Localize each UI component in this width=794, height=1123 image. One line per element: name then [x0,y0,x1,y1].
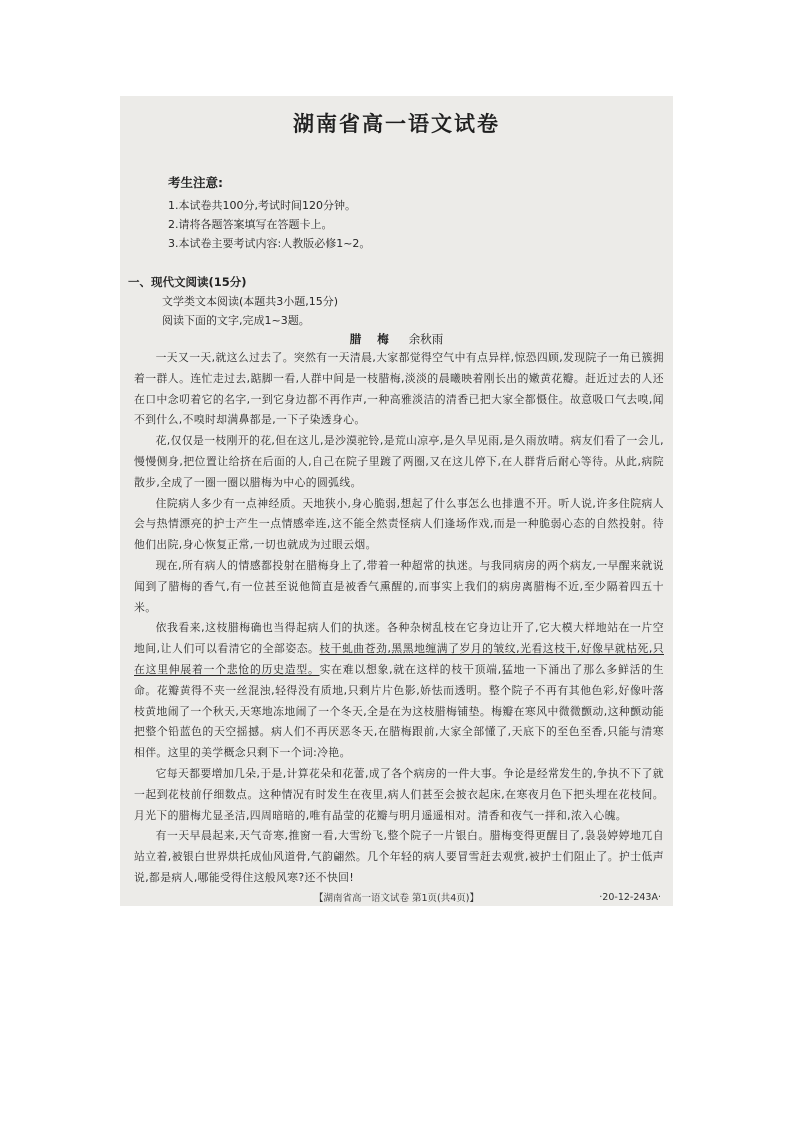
section-heading: 一、现代文阅读(15分) [128,275,247,289]
paragraph-3: 住院病人多少有一点神经质。天地狭小,身心脆弱,想起了什么事怎么也排遣不开。听人说,许多住院病人会与热情漂亮的护士产生一点情感牵连,这不能全然责怪病人们逢场作戏,而是一种脆弱心态的自然投射。待他们出院,身心恢复正常,一切也就成为过眼云烟。 [134,496,664,552]
paragraph-5-part-b: 实在难以想象,就在这样的枝干顶端,猛地一下涌出了那么多鲜活的生命。花瓣黄得不夹一丝混浊,轻得没有质地,只剩片片色影,娇怯而透明。整个院子不再有其他色彩,好像叶落枝黄地闹了一个秋天,天寒地冻地闹了一个冬天,全是在为这枝腊梅铺垫。梅瓣在寒风中微微颤动,这种颤动能把整个铅蓝色的天空摇撼。病人们不再厌恶冬天,在腊梅跟前,大家全部懂了,天底下的至色至香,只能与清寒相伴。这里的美学概念只剩下一个词:冷艳。 [134,662,664,760]
footer-code: ·20-12-243A· [599,892,661,903]
paragraph-2: 花,仅仅是一枝刚开的花,但在这儿,是沙漠驼铃,是荒山凉亭,是久旱见雨,是久雨放晴。病友们看了一会儿,慢慢侧身,把位置让给挤在后面的人,自己在院子里踱了两圈,又在这儿停下,在人群背后耐心等待。从此,病院散步,全成了一圈一圈以腊梅为中心的圆弧线。 [134,434,664,489]
section-subheading: 文学类文本阅读(本题共3小题,15分) [162,295,339,308]
exam-title: 湖南省高一语文试卷 [293,112,500,136]
essay-title: 腊 梅 [349,332,395,346]
photographed-exam-sheet [120,96,673,906]
notice-item-3: 3.本试卷主要考试内容:人教版必修1~2。 [168,237,371,250]
paragraph-5-part-a: 依我看来,这枝腊梅确也当得起病人们的执迷。各种杂树乱枝在它身边让开了,它大模大样地站在一片空地间,让人们可以看清它的全部姿态。 [134,621,664,656]
underlined-sentence: 枝干虬曲苍劲,黑黑地缠满了岁月的皱纹,光看这枝干,好像早就枯死,只在这里伸展着一个悲怆的历史造型。 [134,642,664,676]
essay-author: 余秋雨 [408,332,444,346]
paragraph-4: 现在,所有病人的情感都投射在腊梅身上了,带着一种超常的执迷。与我同病房的两个病友,一早醒来就说闻到了腊梅的香气,有一位甚至说他简直是被香气熏醒的,而事实上我们的病房离腊梅不近,至少隔着四五十米。 [134,558,664,614]
paragraph-1: 一天又一天,就这么过去了。突然有一天清晨,大家都觉得空气中有点异样,惊恐四顾,发现院子一角已簇拥着一群人。连忙走过去,踮脚一看,人群中间是一枝腊梅,淡淡的晨曦映着刚长出的嫩黄花瓣。赶近过去的人还在口中念叨着它的名字,一到它身边都不再作声,一种高雅淡洁的清香已把大家全都慑住。故意吸口气去嗅,闻不到什么,不嗅时却满鼻都是,一下子染透身心。 [134,351,664,427]
essay-title-line [120,331,673,347]
notice-heading: 考生注意: [168,175,223,190]
essay-body [134,348,664,889]
section-instruction: 阅读下面的文字,完成1~3题。 [162,314,310,327]
paragraph-6: 它每天都要增加几朵,于是,计算花朵和花蕾,成了各个病房的一件大事。争论是经常发生的,争执不下了就一起到花枝前仔细数点。这种情况有时发生在夜里,病人们甚至会披衣起床,在寒夜月色下把头埋在花枝间。月光下的腊梅尤显圣洁,四周暗暗的,唯有晶莹的花瓣与明月遥遥相对。清香和夜气一拌和,浓入心魄。 [134,766,664,822]
paragraph-7: 有一天早晨起来,天气奇寒,推窗一看,大雪纷飞,整个院子一片银白。腊梅变得更醒目了,袅袅婷婷地兀自站立着,被银白世界烘托成仙风道骨,气韵翩然。几个年轻的病人要冒雪赶去观赏,被护士们阻止了。护士低声说,都是病人,哪能受得住这般风寒?还不快回! [134,829,664,884]
paper-surface [120,96,673,906]
notice-item-2: 2.请将各题答案填写在答题卡上。 [168,218,333,231]
notice-item-1: 1.本试卷共100分,考试时间120分钟。 [168,199,356,212]
paragraph-5 [134,618,664,764]
footer-page-info: 【湖南省高一语文试卷 第1页(共4页)】 [313,893,480,904]
